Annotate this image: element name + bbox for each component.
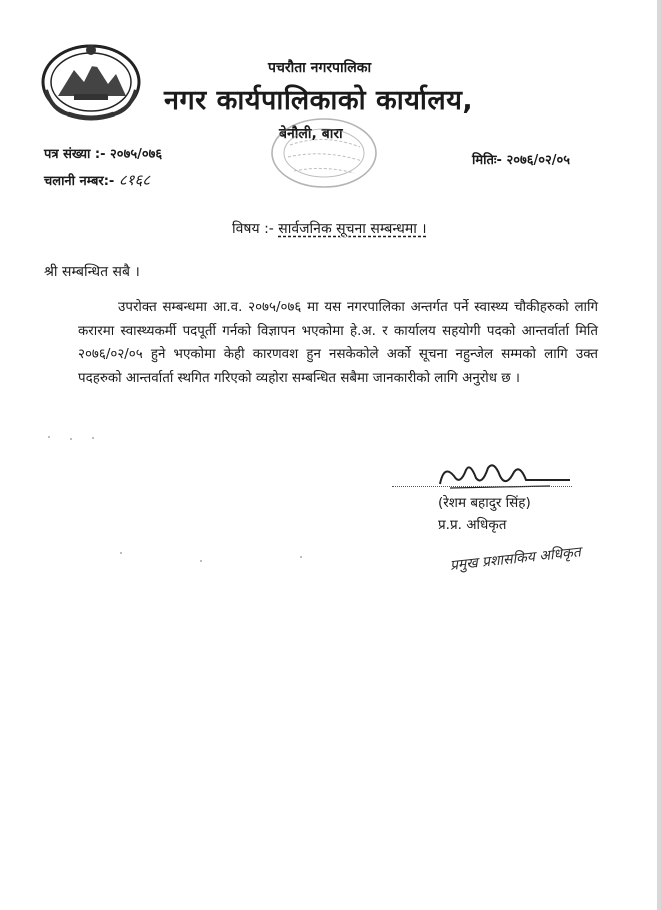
letter-number-label: पत्र संख्या :- — [44, 147, 106, 162]
dispatch-number-label: चलानी नम्बर:- — [44, 174, 115, 189]
office-seal — [268, 115, 380, 191]
signatory-title: प्र.प्र. अधिकृत — [438, 517, 507, 533]
subject-text: सार्वजनिक सूचना सम्बन्धमा । — [278, 221, 427, 237]
notice-body — [78, 296, 598, 390]
salutation: श्री सम्बन्धित सबै । — [44, 264, 140, 280]
date-value: २०७६/०२/०५ — [506, 153, 571, 168]
scan-speck — [120, 552, 122, 554]
office-title: नगर कार्यपालिकाको कार्यालय, — [164, 85, 474, 116]
scan-speck — [300, 556, 302, 558]
letter-number-value: २०७५/०७६ — [110, 147, 163, 162]
officer-stamp: प्रमुख प्रशासकिय अधिकृत — [449, 544, 582, 574]
page-edge — [657, 0, 661, 910]
scan-speck — [70, 438, 72, 440]
office-address: बेनौली, बारा — [279, 126, 343, 142]
signature-line — [392, 486, 572, 487]
signatory-name: (रेशम बहादुर सिंह) — [438, 495, 531, 511]
scan-speck — [48, 436, 50, 438]
nepal-emblem-icon — [38, 40, 144, 122]
scan-speck — [200, 560, 202, 562]
scan-speck — [92, 437, 94, 439]
dispatch-number-value: ८१६८ — [118, 171, 151, 189]
letter-number — [44, 144, 162, 162]
handwritten-signature — [430, 456, 580, 496]
municipality-name: पचरौता नगरपालिका — [268, 60, 372, 76]
subject-line — [232, 219, 427, 238]
letter-date — [472, 150, 570, 168]
date-label: मितिः- — [472, 153, 502, 168]
dispatch-number — [44, 170, 150, 190]
notice-body-text: उपरोक्त सम्बन्धमा आ.व. २०७५/०७६ मा यस नगरपालिका अन्तर्गत पर्ने स्वास्थ्य चौकीहरुको लागि करारमा स्वास्थ्यकर्मी पदपूर्ती गर्नको विज्ञापन भएकोमा हे.अ. र कार्यालय सहयोगी पदको आन्तर्वार्ता मिति २०७६/०२/०५ हुने भएकोमा केही कारणवश हुन नसकेकोले अर्को सूचना नहुन्जेल सम्मको लागि उक्त पदहरुको आन्तर्वार्ता स्थगित गरिएको व्यहोरा सम्बन्धित सबैमा जानकारीको लागि अनुरोध छ । — [78, 300, 598, 386]
subject-label: विषय :- — [232, 221, 274, 237]
